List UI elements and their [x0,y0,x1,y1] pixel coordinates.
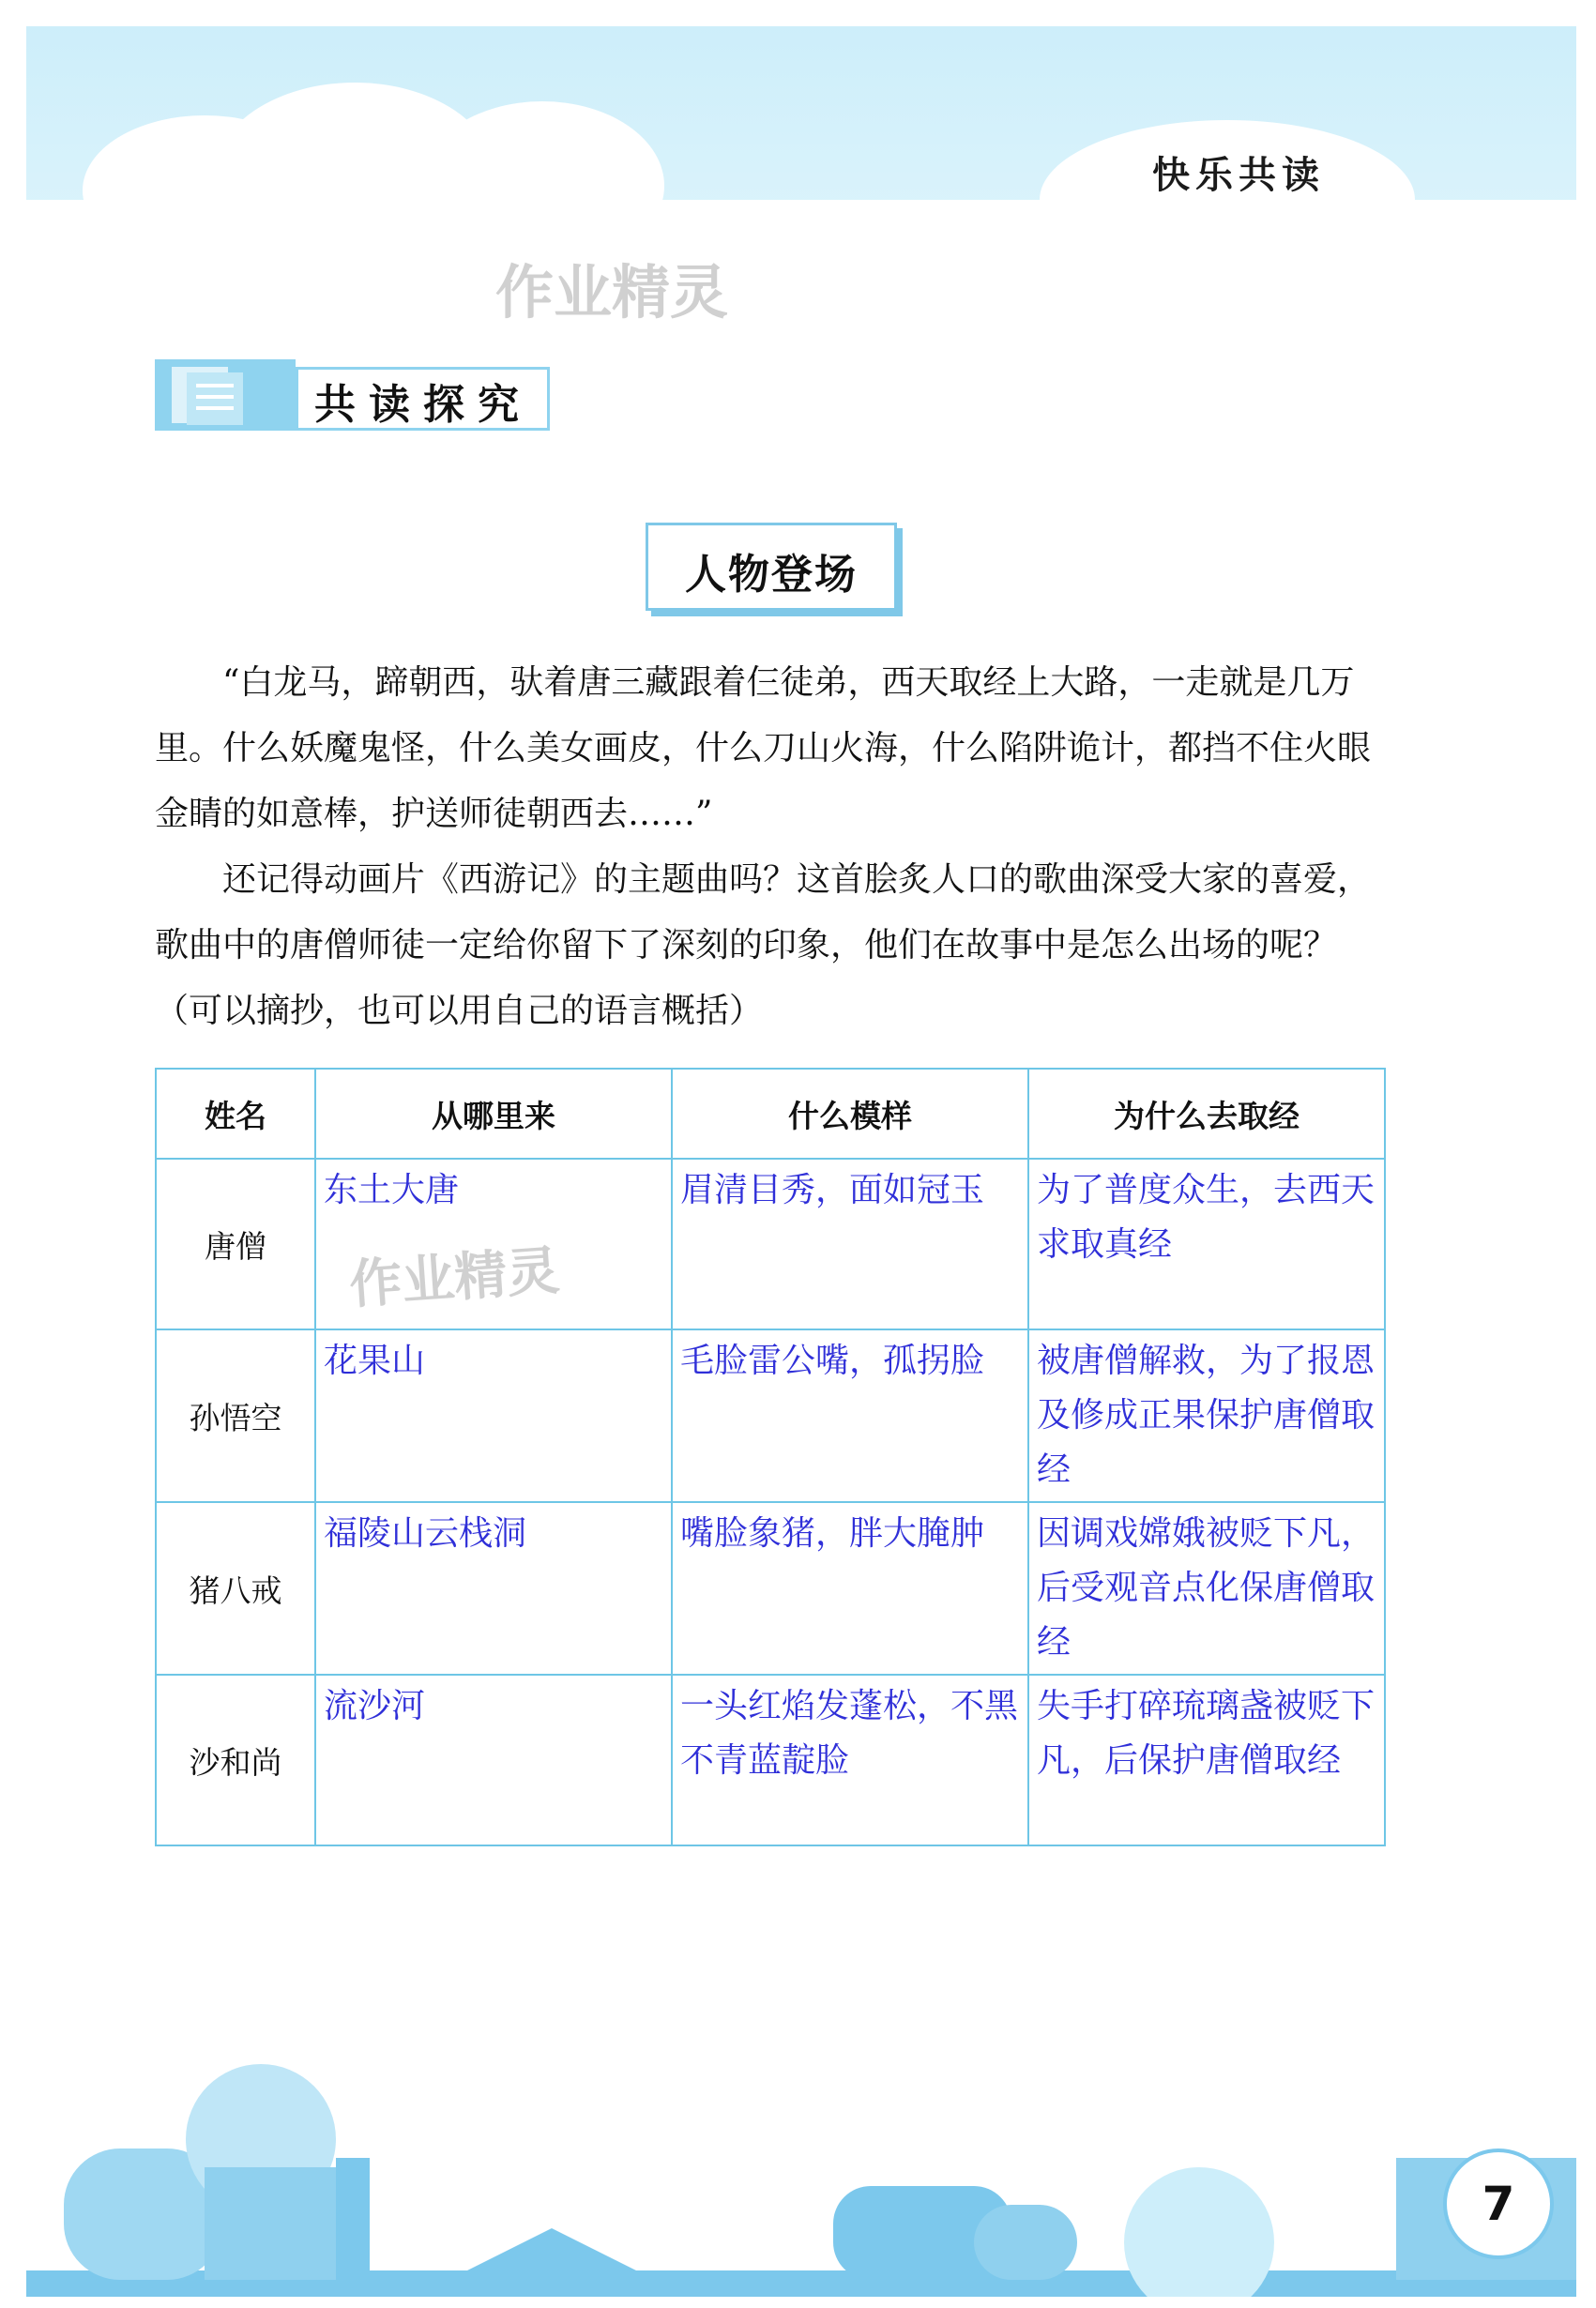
appearance-answer: 毛脸雷公嘴，孤拐脸 [672,1329,1028,1502]
bottom-city-decoration [26,1989,1576,2297]
reason-answer: 失手打碎琉璃盏被贬下凡，后保护唐僧取经 [1028,1675,1385,1845]
header-bottom-fill [26,200,1576,312]
page-number: 7 [1443,2149,1554,2259]
table-row [156,1159,1385,1329]
song-lyrics-paragraph: “白龙马，蹄朝西，驮着唐三藏跟着仨徒弟，西天取经上大路，一走就是几万里。什么妖魔鬼怪，什么美女画皮，什么刀山火海，什么陷阱诡计，都挡不住火眼金睛的如意棒，护送师徒朝西去……” [155,663,1372,833]
table-header-row [156,1069,1385,1159]
character-table [155,1068,1386,1846]
column-header: 什么模样 [672,1069,1028,1159]
header-title: 快乐共读 [1152,154,1325,197]
name-cell: 猪八戒 [156,1502,315,1675]
reason-answer: 为了普度众生，去西天求取真经 [1028,1159,1385,1329]
appearance-answer: 一头红焰发蓬松，不黑不青蓝靛脸 [672,1675,1028,1845]
subsection-title-box [646,523,897,611]
appearance-answer: 眉清目秀，面如冠玉 [672,1159,1028,1329]
reason-answer: 因调戏嫦娥被贬下凡，后受观音点化保唐僧取经 [1028,1502,1385,1675]
question-paragraph: 还记得动画片《西游记》的主题曲吗？这首脍炙人口的歌曲深受大家的喜爱，歌曲中的唐僧师徒一定给你留下了深刻的印象，他们在故事中是怎么出场的呢？（可以摘抄，也可以用自己的语言概括） [155,860,1372,1030]
table-row [156,1329,1385,1502]
book-icon [155,359,296,431]
column-header: 为什么去取经 [1028,1069,1385,1159]
origin-answer: 东土大唐 [315,1159,672,1329]
column-header: 从哪里来 [315,1069,672,1159]
watermark: 作业精灵 [347,1240,562,1316]
watermark: 作业精灵 [495,258,729,326]
name-cell: 沙和尚 [156,1675,315,1845]
section-heading [155,359,549,431]
table-row [156,1675,1385,1845]
header-banner [26,26,1576,280]
table-row [156,1502,1385,1675]
section-heading-text: 共读探究 [314,381,532,429]
origin-answer: 福陵山云栈洞 [315,1502,672,1675]
origin-answer: 花果山 [315,1329,672,1502]
origin-answer: 流沙河 [315,1675,672,1845]
name-cell: 唐僧 [156,1159,315,1329]
name-cell: 孙悟空 [156,1329,315,1502]
subsection-title: 人物登场 [685,551,858,599]
reason-answer: 被唐僧解救，为了报恩及修成正果保护唐僧取经 [1028,1329,1385,1502]
column-header: 姓名 [156,1069,315,1159]
appearance-answer: 嘴脸象猪，胖大腌肿 [672,1502,1028,1675]
